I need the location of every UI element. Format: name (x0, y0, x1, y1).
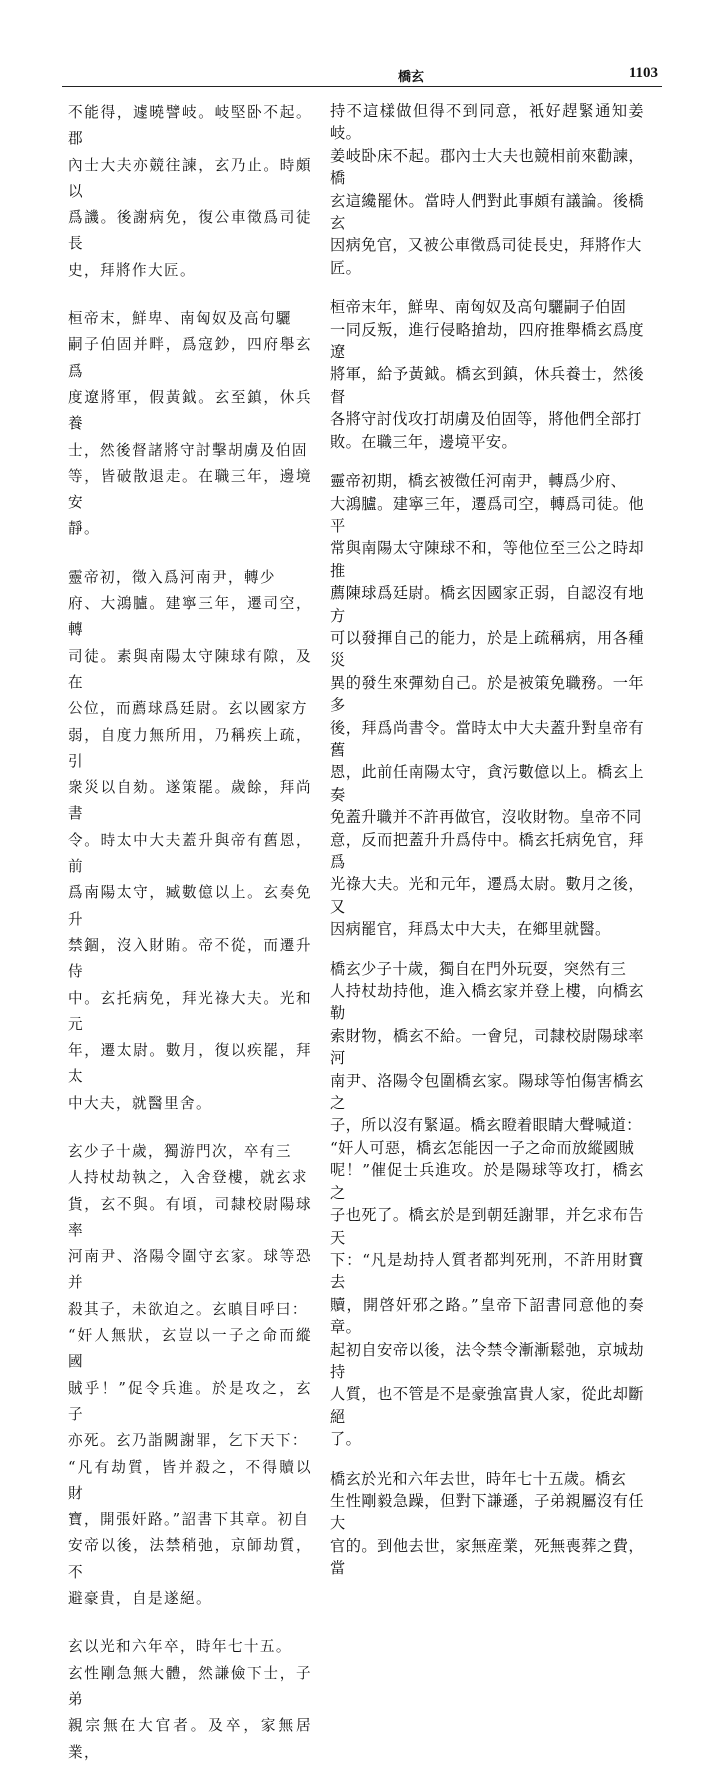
classical-paragraph: 不能得，遽曉譬岐。岐堅卧不起。郡 內士大夫亦競往諫，玄乃止。時頗以 爲譏。後謝病免，復公車徵爲司徒長 史，拜將作大匠。 (68, 104, 312, 279)
translation-paragraph: 橋玄少子十歲，獨自在門外玩耍，突然有三 人持杖劫持他，進入橋玄家并登上樓，向橋玄勒 索財物，橋玄不給。一會兒，司隸校尉陽球率河 南尹、洛陽令包圍橋玄家。陽球等怕傷害橋玄之 子，所以沒有緊逼。橋玄瞪着眼睛大聲喊道： “奸人可惡，橋玄怎能因一子之命而放縱國賊 呢！”催促士兵進攻。於是陽球等攻打，橋玄之 子也死了。橋玄於是到朝廷謝罪，并乞求布告天 下：“凡是劫持人質者都判死刑，不許用財寶去 贖，開啓奸邪之路。”皇帝下詔書同意他的奏章。 起初自安帝以後，法令禁令漸漸鬆弛，京城劫持 人質，也不管是不是豪強富貴人家，從此却斷絕 了。 (330, 959, 644, 1449)
classical-paragraph: 桓帝末，鮮卑、南匈奴及高句驪 嗣子伯固并畔，爲寇鈔，四府舉玄爲 度遼將軍，假黃鉞。玄至鎮，休兵養 士，然後督諸將守討擊胡虜及伯固 等，皆破散退走。在職三年，邊境安 靜。 (68, 310, 312, 538)
translation-paragraph: 靈帝初期，橋玄被徵任河南尹，轉爲少府、 大鴻臚。建寧三年，遷爲司空，轉爲司徒。他平 常與南陽太守陳球不和，等他位至三公之時却推 薦陳球爲廷尉。橋玄因國家正弱，自認沒有地方 可以發揮自己的能力，於是上疏稱病，用各種災 異的發生來彈劾自己。於是被策免職務。一年多 後，拜爲尚書令。當時太中大夫蓋升對皇帝有舊 恩，此前任南陽太守，貪污數億以上。橋玄上奏 免蓋升職并不許再做官，沒收財物。皇帝不同 意，反而把蓋升升爲侍中。橋玄托病免官，拜爲 光祿大夫。光和元年，遷爲太尉。數月之後，又 因病罷官，拜爲太中大夫，在鄉里就醫。 (330, 472, 644, 939)
translation-paragraph: 持不這樣做但得不到同意，衹好趕緊通知姜岐。 姜岐卧床不起。郡內士大夫也競相前來勸諫，橋 玄這纔罷休。當時人們對此事頗有議論。後橋玄 因病免官，又被公車徵爲司徒長史，拜將作大 匠。 (330, 102, 644, 277)
classical-paragraph: 玄以光和六年卒，時年七十五。 玄性剛急無大體，然謙儉下士，子弟 親宗無在大官者。及卒，家無居業， (68, 1638, 312, 1761)
page-number: 1103 (628, 65, 658, 81)
classical-paragraph: 玄少子十歲，獨游門次，卒有三 人持杖劫執之，入舍登樓，就玄求 貨，玄不與。有頃，司隸校尉陽球率 河南尹、洛陽令圍守玄家。球等恐并 殺其子，未欲迫之。玄瞋目呼曰： “奸人無狀，玄豈以一子之命而縱國 賊乎！”促令兵進。於是攻之，玄子 亦死。玄乃詣闕謝罪，乞下天下： “凡有劫質，皆并殺之，不得贖以財 寶，開張奸路。”詔書下其章。初自 安帝以後，法禁稍弛，京師劫質，不 避豪貴，自是遂絕。 (68, 1142, 312, 1608)
translation-paragraph: 桓帝末年，鮮卑、南匈奴及高句驪嗣子伯固 一同反叛，進行侵略搶劫，四府推舉橋玄爲度遼 將軍，給予黃鉞。橋玄到鎮，休兵養士，然後督 各將守討伐攻打胡虜及伯固等，將他們全部打 敗。在職三年，邊境平安。 (330, 298, 644, 451)
modern-translation-column (330, 100, 644, 1597)
classical-text-column (68, 100, 312, 1788)
classical-paragraph: 靈帝初，徵入爲河南尹，轉少 府、大鴻臚。建寧三年，遷司空，轉 司徒。素與南陽太守陳球有隙，及在 公位，而薦球爲廷尉。玄以國家方 弱，自度力無所用，乃稱疾上疏，引 衆災以自劾。遂策罷。歲餘，拜尚書 令。時太中大夫蓋升與帝有舊恩，前 爲南陽太守，臧數億以上。玄奏免升 禁錮，沒入財賄。帝不從，而遷升侍 中。玄托病免，拜光祿大夫。光和元 年，遷太尉。數月，復以疾罷，拜太 中大夫，就醫里舍。 (68, 568, 312, 1112)
running-title: 橋玄 (398, 70, 425, 85)
translation-paragraph: 橋玄於光和六年去世，時年七十五歲。橋玄 生性剛毅急躁，但對下謙遜，子弟親屬沒有任大 官的。到他去世，家無産業，死無喪葬之費，當 (330, 1469, 644, 1578)
page-header (62, 62, 662, 87)
